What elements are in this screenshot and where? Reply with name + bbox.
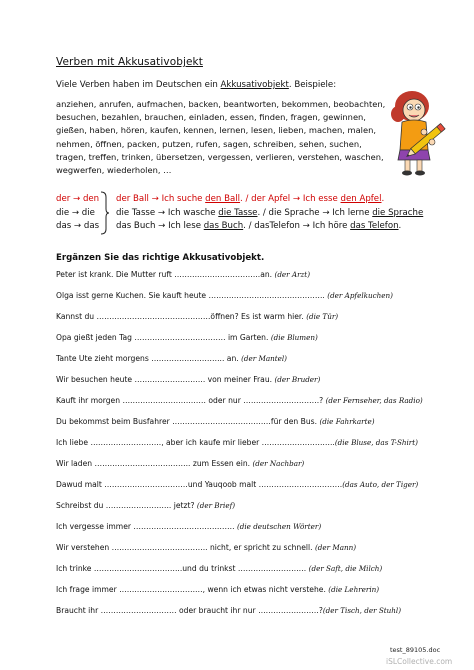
exercise-item: [56, 522, 321, 531]
exercise-sentence: Kauft ihr morgen …………………………… oder nur …………………………?: [56, 396, 326, 405]
exercise-item: [56, 291, 393, 300]
exercise-hint: (die Bluse, das T-Shirt): [334, 438, 418, 447]
exercise-sentence: Dawud malt ……………………………und Yauqoob malt ……………………………: [56, 480, 343, 489]
exercise-sentence: Ich trinke ……………………………..und du trinkst ………………………: [56, 564, 309, 573]
example-part: die Sprache: [372, 207, 424, 218]
intro-text: [56, 80, 336, 90]
section-title: Ergänzen Sie das richtige Akkusativobjekt.: [56, 253, 265, 263]
example-part: den Ball: [205, 194, 241, 204]
exercise-sentence: Ich vergesse immer ………………………………….: [56, 522, 237, 531]
intro-after: . Beispiele:: [288, 80, 337, 90]
exercise-sentence: Ich frage immer ……………………………, wenn ich etwas nicht verstehe.: [56, 585, 329, 594]
verb-line: wegwerfen, wiederholen, …: [56, 165, 172, 176]
article-example: [116, 193, 384, 207]
footer-brand: iSLCollective.com: [386, 657, 453, 666]
verb-line: gießen, haben, hören, kaufen, kennen, lernen, lesen, lieben, machen, malen,: [56, 125, 376, 136]
exercise-hint: (der Mann): [314, 543, 357, 552]
exercise-hint: (der Apfelkuchen): [327, 291, 393, 300]
exercise-item: [56, 270, 310, 279]
verb-line: nehmen, öffnen, packen, putzen, rufen, sagen, schreiben, sehen, suchen,: [56, 138, 362, 149]
exercise-item: [56, 585, 379, 594]
exercise-hint: (der Nachbar): [252, 459, 305, 468]
exercise-sentence: Wir verstehen ……………………………….. nicht, er spricht zu schnell.: [56, 543, 315, 552]
page-title: Verben mit Akkusativobjekt: [56, 56, 203, 68]
exercise-hint: (der Tisch, der Stuhl): [322, 606, 401, 615]
verb-list: [56, 98, 386, 177]
exercise-hint: (der Fernseher, das Radio): [325, 396, 423, 405]
example-part: das Buch → Ich lese: [116, 221, 204, 231]
exercise-item: [56, 312, 338, 321]
exercise-hint: (der Mantel): [241, 354, 287, 363]
article-example: [116, 220, 401, 234]
exercise-hint: (die deutschen Wörter): [236, 522, 322, 531]
exercise-hint: (der Brief): [196, 501, 236, 510]
exercise-sentence: Opa gießt jeden Tag ……………………………… im Garten.: [56, 333, 271, 342]
exercise-sentence: Braucht ihr ………………………… oder braucht ihr nur ……………………?: [56, 606, 323, 615]
article-change: die → die: [56, 207, 95, 218]
article-change: der → den: [56, 194, 100, 204]
exercise-hint: (die Tür): [306, 312, 339, 321]
exercise-sentence: Du bekommst beim Busfahrer …………………………………für den Bus.: [56, 417, 320, 426]
example-part: das Buch: [203, 221, 244, 231]
exercise-item: [56, 375, 320, 384]
article-change: das → das: [56, 221, 100, 231]
exercise-sentence: Tante Ute zieht morgens ……………………….. an.: [56, 354, 242, 363]
exercise-sentence: Peter ist krank. Die Mutter ruft …………………………….an.: [56, 270, 275, 279]
intro-underlined: Akkusativobjekt: [220, 80, 289, 90]
exercise-sentence: Wir laden ……………………………….. zum Essen ein.: [56, 459, 253, 468]
exercise-sentence: Wir besuchen heute ………………………. von meiner Frau.: [56, 375, 275, 384]
exercise-sentence: Schreibst du …………………….. jetzt?: [56, 501, 197, 510]
exercise-sentence: Kannst du ………………………………………öffnen? Es ist warm hier.: [56, 312, 307, 321]
exercise-sentence: Olga isst gerne Kuchen. Sie kauft heute ……………………………………….: [56, 291, 328, 300]
exercise-hint: (der Arzt): [274, 270, 311, 279]
verb-line: tragen, treffen, trinken, übersetzen, vergessen, verlieren, verstehen, waschen,: [56, 151, 384, 162]
article-example: [116, 207, 423, 221]
exercise-item: [56, 438, 418, 447]
example-part: . / die Sprache → Ich lerne: [257, 207, 373, 218]
exercise-hint: (die Blumen): [270, 333, 318, 342]
exercise-item: [56, 333, 318, 342]
exercise-item: [56, 501, 235, 510]
verb-line: besuchen, bezahlen, brauchen, einladen, essen, finden, fragen, gewinnen,: [56, 112, 366, 123]
exercise-hint: (der Bruder): [274, 375, 321, 384]
exercise-item: [56, 543, 356, 552]
exercise-item: [56, 417, 375, 426]
exercise-item: [56, 606, 401, 615]
brace-icon: [99, 191, 109, 235]
exercise-sentence: Ich liebe ………………………., aber ich kaufe mir lieber ………………………..: [56, 438, 335, 447]
example-part: . / der Apfel → Ich esse: [240, 194, 341, 204]
exercise-hint: (der Saft, die Milch): [308, 564, 383, 573]
example-part: der Ball → Ich suche: [116, 194, 206, 204]
exercise-hint: (die Fahrkarte): [319, 417, 375, 426]
example-part: . / dasTelefon → Ich höre: [243, 221, 351, 231]
exercise-item: [56, 564, 382, 573]
verb-line: anziehen, anrufen, aufmachen, backen, beantworten, bekommen, beobachten,: [56, 99, 386, 109]
example-part: .: [398, 221, 402, 231]
exercise-hint: (das Auto, der Tiger): [342, 480, 419, 489]
exercise-item: [56, 459, 304, 468]
example-part: .: [381, 194, 385, 204]
intro-before: Viele Verben haben im Deutschen ein: [56, 80, 221, 90]
footer-doc-name: test_89105.doc: [390, 646, 441, 654]
example-part: die Tasse: [218, 207, 258, 218]
exercise-item: [56, 354, 287, 363]
exercise-item: [56, 396, 423, 405]
example-part: den Apfel: [340, 194, 382, 204]
cartoon-girl-with-pencil-icon: [388, 88, 450, 176]
exercise-hint: (die Lehrerin): [328, 585, 380, 594]
exercise-item: [56, 480, 418, 489]
example-part: die Tasse → Ich wasche: [116, 207, 219, 218]
example-part: das Telefon: [350, 221, 399, 231]
